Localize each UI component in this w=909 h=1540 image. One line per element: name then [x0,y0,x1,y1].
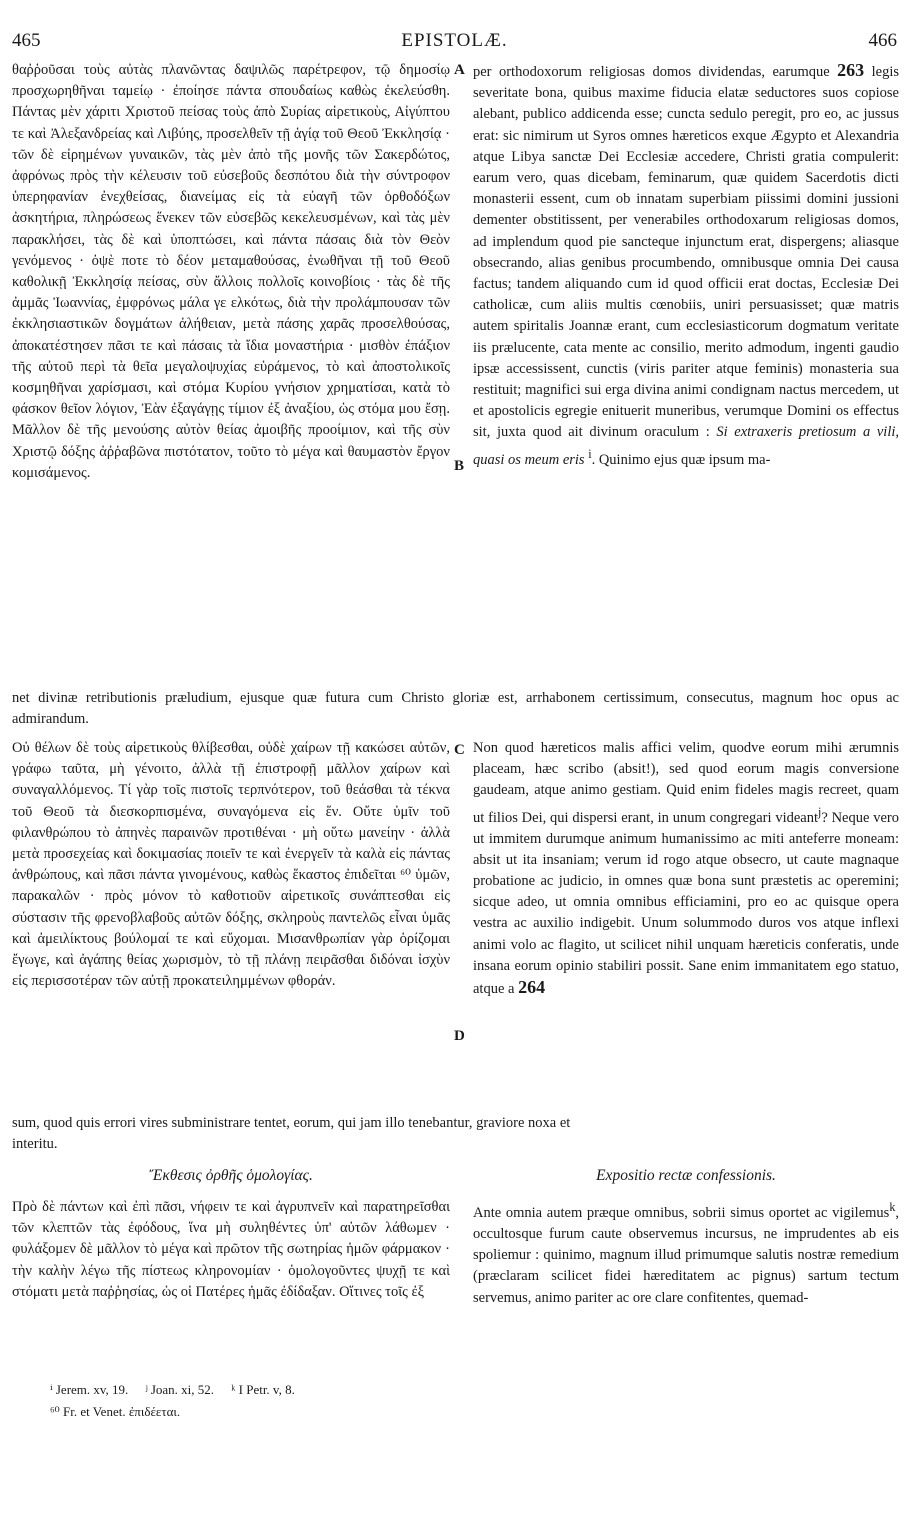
latin-column-3 [473,1197,899,1362]
latin-column-2 [473,738,899,1064]
latin-text: per orthodoxorum religiosas domos dividendas, earumque [473,64,830,80]
greek-paragraph: Πρὸ δὲ πάντων καὶ ἐπὶ πᾶσι, νήφειν τε καὶ ἀγρυπνεῖν καὶ παρατηρεῖσθαι τῶν κλεπτῶν τὰς ἐφόδους, ἵνα μὴ συληθέντες ὑπ' αὐτῶν λάθωμεν · φυλάξομεν δὲ μᾶλλον τὸ μέγα καὶ πρῶτον τῆς σωτηρίας ἡμῶν φάρμακον · τὴν καλὴν λέγω τῆς πίστεως κληρονομίαν · ὁμολογοῦντες ψυχῇ τε καὶ στόματι μετὰ παῤῥησίας, ὡς οἱ Πατέρες ἡμᾶς ἐδίδαξαν. Οἵτινες τοῖς ἐξ [12,1199,450,1300]
latin-text: Non quod hæreticos malis affici velim, quodve eorum mihi ærumnis placeam, hæc scribo (absit!), sed quod eorum magis conversione gaudeam, atque animo gestiam. Quid enim fideles magis recreet, quam ut filios Dei, qui dispersi erant, in unum congregari videant [473,740,899,826]
full-width-text: net divinæ retributionis præludium, ejusque quæ futura cum Christo gloriæ est, arrhabonem certissimum, consecutus, magnum hoc opus ac admirandum. [12,690,899,728]
margin-marker-b: B [454,458,465,474]
full-width-text: interitu. [12,1136,58,1152]
greek-section-heading: Ἔκθεσις ὀρθῆς ὁμολογίας. [149,1167,313,1184]
latin-text: , occultosque furum caute observemus incursus, ne imprudentes ab eis spoliemur : quinimo, magnum illud primumque salutis nostræ remedium (præclaram scilicet fidei hæreditatem ac pignus) sartum tectum servemus, animo pariter ac ore clare confitentes, quemad- [473,1204,899,1306]
margin-marker-c: C [454,742,465,758]
footnotes-line-2: ⁶⁰ Fr. et Venet. ἐπιδέεται. [50,1404,181,1419]
footnote: ᵏ I Petr. v, 8. [231,1382,295,1397]
latin-paragraph [473,1197,899,1309]
latin-text: ? Neque vero ut immitem durumque animum humanissimo ac miti anteferre moneam: absit ut ita insaniam; verum id rogo atque obsecro, ut caute magnaque probatione ac judicio, in omnes quæ bona sunt præstetis ac operemini; sicque adeo, ut omnia omnibus efficiamini, pro eo ac quisque opera vestra ac auxilio indigebit. Unum solummodo duros vos atque inflexi animi volo ac flagito, ut scilicet nihil unquam hæreticis conferatis, unde insana eorum opinio stabiliri possit. Sane enim immanitatem ego statuo, atque a [473,809,899,998]
footnote-ref: j [818,804,822,819]
latin-text: . Quinimo ejus quæ ipsum ma- [591,451,771,468]
scripture-quote: Si extraxeris pretiosum a vili, quasi os meum eris [473,424,899,468]
margin-marker-d: D [454,1028,465,1044]
greek-column-2 [12,738,450,1064]
column-number: 263 [837,60,865,80]
footnote-ref: k [889,1200,896,1214]
page-number-right: 466 [868,30,897,51]
greek-paragraph: θαῤῥοῦσαι τοὺς αὐτὰς πλανῶντας δαψιλῶς παρέτρεφον, τῷ δημοσίῳ προσχωρηθῆναι ταμείῳ · ἐποίησε πάντα σπουδαίως καθὼς ἐκελεύσθη. Πάντας μὲν χάριτι Χριστοῦ πείσας τοὺς ἀπὸ Συρίας αἱρετικοὺς, Αἰγύπτου τε καὶ Ἀλεξανδρείας καὶ Λιβύης, προσελθεῖν τῇ ἁγίᾳ τοῦ Θεοῦ Ἐκκλησίᾳ · τῶν δὲ εἰρημένων γυναικῶν, τὰς μὲν ἀπὸ τῆς μονῆς τῶν Σακερδώτος, ἀφρόνως πρὸς τὴν κέλευσιν τοῦ εὐσεβοῦς δεσπότου διὰ τὴν σύντροφον ὑπερηφανίαν ἐνεχθείσας, διανείμας εἰς τὰ εὐαγῆ τῶν ὀρθοδόξων ἀσκητήρια, πληρώσεως ἕνεκεν τῶν εὐσεβῶς κεκελευσμένων, καὶ τὰς μὲν παρακλήσει, τὰς δὲ καὶ ὑποπτώσει, καὶ πάντα πάσαις διὰ τὸν Θεὸν γενόμενος · ὀψὲ ποτε τὸ δέον μεταμαθούσας, ἑνωθῆναι τῇ τοῦ Θεοῦ καθολικῇ Ἐκκλησίᾳ πείσας, σὺν ἄλλοις πολλοῖς κοινοβίοις · τὰς δὲ τῆς ἀμμᾶς Ἰωαννίας, ἐμφρόνως μάλα γε ελκότως, διὰ τὴν προλάμπουσαν τῶν ἐκκλησιαστικῶν δογμάτων ἀλήθειαν, μετὰ πάσης χαρᾶς προσελθούσας, ἀποκατέστησεν πᾶσι τε καὶ πάσαις τὰ ἴδια μοναστήρια · μισθὸν ἐπάξιον τῆς αὐτοῦ περὶ τὰ θεῖα μεγαλοψυχίας εὑράμενος, τὸ καὶ ἀποστολικοῖς κοσμηθῆναι χαρίσμασι, καὶ στόμα Κυρίου γνήσιον χρηματίσαι, κατὰ τὸ φάσκον θεῖον λόγιον, Ἐὰν ἐξαγάγῃς τίμιον ἐξ ἀναξίου, ὡς στόμα μου ἔσῃ. Μᾶλλον δὲ τῆς μενούσης αὐτὸν θείας ἀμοιβῆς προοίμιον, καὶ τῆς σὺν Χριστῷ δόξης ἀῤῥαβῶνα πιστότατον, τοῦτο τὸ μέγα καὶ θαυμαστὸν ἔργον κομισάμενος. [12,62,450,481]
footnote: ⁱ Jerem. xv, 19. [50,1382,129,1397]
greek-column-3 [12,1197,450,1362]
latin-text: Ante omnia autem præque omnibus, sobrii simus oportet ac vigilemus [473,1204,890,1221]
footnote-ref: i [588,446,592,461]
greek-column-1 [12,60,450,685]
latin-section-heading: Expositio rectæ confessionis. [596,1167,776,1184]
greek-paragraph: Οὐ θέλων δὲ τοὺς αἱρετικοὺς θλίβεσθαι, οὐδὲ χαίρων τῇ κακώσει αὐτῶν, γράφω ταῦτα, μὴ γένοιτο, ἀλλὰ τῇ ἐπιστροφῇ μᾶλλον χαίρων καὶ συναγαλλόμενος. Τί γὰρ τοῖς πιστοῖς τερπνότερον, τοῦ θεάσθαι τὰ τέκνα τοῦ Θεοῦ τὰ διεσκορπισμένα, συναγόμενα εἰς ἕν. Οὔτε ὑμῖν τοῦ φιλανθρώπου τὸ ἀπηνὲς παραινῶν προτιθέναι · μὴ οὕτω μανείην · ἀλλὰ μετὰ προσεχείας καὶ δοκιμασίας ποιεῖν τε καὶ ἐνεργεῖν τὰ καλὰ εἰς πάντας ἀνθρώπους, καὶ πᾶσι πάντα γινομένους, καθὼς ἕκαστος ἐπιδεῖται ⁶⁰ ὑμῶν, παρακαλῶν · πρὸς μόνον τὸ καθοτιοῦν αἱρετικοῖς συνάπτεσθαι εἰς σύστασιν τῆς φρενοβλαβοῦς αὐτῶν δόξης, σκληροὺς παντελῶς εἶναι ὑμᾶς καὶ ἀμειλίκτους βούλομαί τε καὶ εὔχομαι. Μισανθρωπίαν γὰρ ὁρίζομαι ἔγωγε, καὶ ἀγάπης θείας χωρισμὸν, τὸ τῇ πλάνῃ πειρᾶσθαι διδόναι ἰσχὺν εἰς περισσοτέραν τῶν αὐτῇ προκατειλημμένων φθοράν. [12,740,450,990]
page-number-left: 465 [12,30,41,51]
latin-text: legis severitate bona, quibus maxime fiducia elatæ seductores suos copiose alebant, publico addicenda esse; cuncta sedulo peregit, pro eo, ac jussus erat: sic nimirum ut Syros omnes hæreticos exque Ægypto et Alexandria atque Libya sanctæ Dei Ecclesiæ accedere, Christi gratia compulerit: earum vero, quas dicebam, feminarum, quæ quidem Sacerdotis dicti monasterii essent, cum ob innatam superbiam piissimi domini jussioni dementer obstitissent, per venerabiles orthodoxarum religiosas domos, ad implendum quod pie sancteque injunctum erat, dispergens; aliasque obsecrando, alias genibus procumbendo, omnibusque omnia Dei causa factus; tandem aliquando cum id quod officii erat doctas, Ecclesiæ Dei catholicæ, cum aliis multis cœnobiis, uniri persuasisset; quæ matris autem spiritalis Joannæ erant, cum ecclesiasticorum dogmatum veritate iis prælucente, cata mente ac consilio, merito admodum, ingenti gaudio ipsæ accessissent, cunctis (viris pariter atque feminis) monasteria sua restituit; magnifici sui erga divina animi condignam nactus mercedem, ut et apostolicis egregie enituerit muneribus, verumque Domini os effectus sit, juxta quod ait divinum oraculum : [473,64,899,441]
margin-marker-a: A [454,62,465,78]
latin-column-1 [473,60,899,685]
full-width-text: sum, quod quis errori vires subministrare tentet, eorum, qui jam illo tenebantur, graviore noxa et [12,1115,571,1131]
footnotes-line-1 [50,1380,309,1400]
latin-paragraph [473,738,899,1000]
running-title: EPISTOLÆ. [401,30,508,51]
footnote: ʲ Joan. xi, 52. [145,1382,215,1397]
latin-paragraph [473,60,899,471]
column-number: 264 [518,977,546,998]
